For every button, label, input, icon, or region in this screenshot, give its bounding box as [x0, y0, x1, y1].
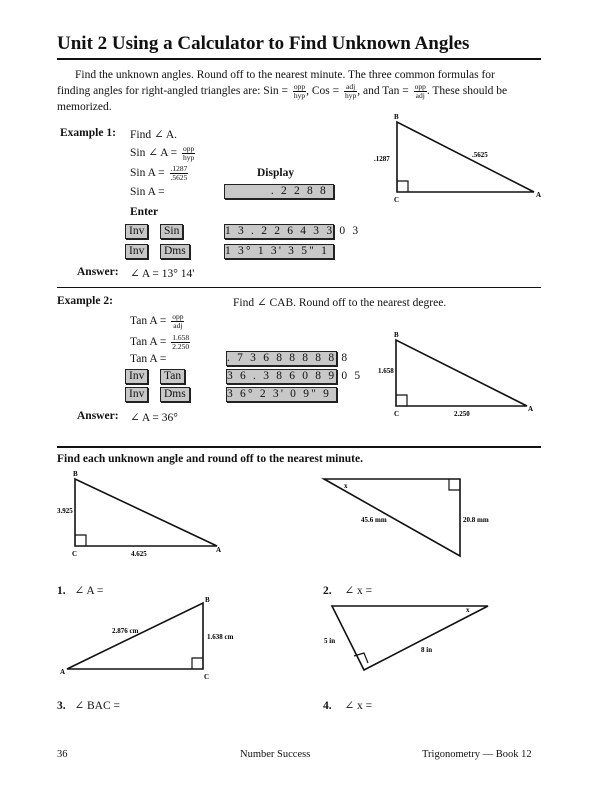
side-ca-label: 4.625 [131, 550, 147, 558]
section-divider [57, 287, 541, 288]
vertex-c: C [72, 550, 78, 558]
cos-num: adj [344, 83, 357, 92]
q1-text: ∠ A = [74, 585, 104, 597]
display-header: Display [257, 167, 295, 179]
inv-key[interactable]: Inv [125, 244, 148, 259]
ex2-l2-den: 2.250 [172, 342, 190, 351]
intro-paragraph [57, 68, 543, 115]
q2-number: 2. [323, 585, 332, 597]
ex1-l2-num: .1287 [170, 164, 188, 173]
q4-triangle [318, 598, 498, 678]
example1-triangle [360, 110, 550, 210]
exercises-heading: Find each unknown angle and round off to the nearest minute. [57, 453, 363, 465]
ex1-display-2: 1 3 . 2 2 6 4 3 3 0 3 [225, 225, 361, 237]
intro-line-2 [57, 83, 543, 100]
intro-text-d: . These should be [426, 85, 508, 98]
triangle-shape [75, 479, 217, 546]
ex1-display-1: . 2 2 8 8 [224, 184, 334, 199]
example1-line3: Sin A = [130, 186, 165, 198]
side-right-label: 20.8 mm [463, 516, 489, 524]
q2-triangle [318, 472, 508, 572]
triangle-shape [324, 479, 460, 556]
ex1-l2-text: Sin A = [130, 167, 165, 180]
q1-number: 1. [57, 585, 66, 597]
ex2-display-2: 3 6 . 3 8 6 0 8 9 0 5 [227, 370, 363, 382]
ex1-l1-frac [182, 145, 195, 162]
right-angle-mark [192, 658, 203, 669]
dms-key[interactable]: Dms [160, 244, 190, 259]
right-angle-mark [449, 479, 460, 490]
triangle-shape [67, 603, 203, 669]
ex2-display-3: 3 6° 2 3' 0 9" 9 [226, 387, 337, 402]
q2-text: ∠ x = [344, 585, 373, 597]
ex2-l2-num: 1.658 [172, 333, 190, 342]
example2-triangle [370, 328, 550, 420]
vertex-a: A [536, 191, 542, 199]
tan-key[interactable]: Tan [160, 369, 185, 384]
vertex-a: A [216, 546, 222, 554]
inv-key[interactable]: Inv [125, 369, 148, 384]
exercises-rule [57, 446, 541, 448]
tan-den: adj [415, 91, 425, 100]
side-ab-label: 2.876 cm [112, 627, 139, 635]
vertex-b: B [394, 331, 399, 339]
example2-line3: Tan A = [130, 353, 167, 365]
side-bc-label: 1.658 [378, 367, 394, 375]
title-rule [57, 58, 541, 60]
q1-triangle [55, 468, 235, 562]
example1-label: Example 1: [60, 127, 116, 139]
cos-formula [344, 83, 357, 100]
side-hyp-label: 45.6 mm [361, 516, 387, 524]
sin-den: hyp [293, 91, 306, 100]
intro-text-b: , Cos = [306, 85, 340, 98]
page-title: Unit 2 Using a Calculator to Find Unknown Angles [57, 33, 470, 54]
ex1-l2-frac [170, 165, 189, 182]
right-angle-mark [396, 395, 407, 406]
sin-key[interactable]: Sin [160, 224, 183, 239]
enter-label: Enter [130, 206, 159, 218]
side-ca-label: 2.250 [454, 410, 470, 418]
vertex-b: B [205, 596, 210, 604]
dms-key[interactable]: Dms [160, 387, 190, 402]
example1-find: Find ∠ A. [130, 129, 178, 141]
footer-series: Number Success [240, 749, 311, 760]
example1-answer: ∠ A = 13° 14' [130, 268, 195, 280]
intro-text-c: , and Tan = [357, 85, 409, 98]
q4-text: ∠ x = [344, 700, 373, 712]
ex2-l2-text: Tan A = [130, 336, 167, 349]
example2-line2 [130, 334, 190, 351]
footer-page-number: 36 [57, 749, 68, 760]
tan-num: opp [414, 82, 426, 91]
side-bc-label: 1.638 cm [207, 633, 234, 641]
angle-x-label: x [466, 606, 470, 614]
vertex-a: A [60, 668, 66, 676]
ex2-display-1: . 7 3 6 8 8 8 8 8 8 [227, 352, 350, 364]
triangle-shape [332, 606, 488, 670]
q4-number: 4. [323, 700, 332, 712]
vertex-c: C [204, 673, 210, 681]
example1-line1 [130, 145, 195, 162]
example2-find: Find ∠ CAB. Round off to the nearest degree. [233, 297, 447, 309]
example1-line2 [130, 165, 188, 182]
vertex-b: B [394, 113, 399, 121]
q3-number: 3. [57, 700, 66, 712]
ex2-l1-num: opp [172, 312, 184, 321]
vertex-b: B [73, 470, 78, 478]
vertex-c: C [394, 410, 400, 418]
q4-prompt [323, 698, 372, 712]
angle-x-label: x [344, 482, 348, 490]
ex1-display-3: 1 3° 1 3' 3 5" 1 [224, 244, 334, 259]
intro-text-a: finding angles for right-angled triangles are: Sin = [57, 85, 288, 98]
side-bc-label: 3.925 [57, 507, 73, 515]
ex2-l1-text: Tan A = [130, 315, 167, 328]
right-angle-mark [397, 181, 408, 192]
ex1-l2-den: .5625 [170, 173, 188, 182]
example2-answer-label: Answer: [77, 410, 119, 422]
side-bottom-label: 8 in [421, 646, 433, 654]
ex2-l1-den: adj [173, 321, 183, 330]
right-angle-mark [75, 535, 86, 546]
example2-label: Example 2: [57, 295, 113, 307]
ex1-l1-num: opp [183, 144, 195, 153]
sin-num: opp [293, 82, 306, 91]
footer-book: Trigonometry — Book 12 [422, 749, 532, 760]
example2-line1 [130, 313, 184, 330]
inv-key[interactable]: Inv [125, 387, 148, 402]
inv-key[interactable]: Inv [125, 224, 148, 239]
q3-text: ∠ BAC = [74, 700, 121, 712]
triangle-shape [397, 122, 534, 192]
example1-answer-label: Answer: [77, 266, 119, 278]
example2-answer: ∠ A = 36° [130, 412, 178, 424]
side-ab-label: .5625 [472, 151, 488, 159]
q3-triangle [57, 592, 234, 684]
intro-line-3: memorized. [57, 101, 112, 113]
q3-prompt [57, 698, 120, 712]
intro-line-1: Find the unknown angles. Round off to the nearest minute. The three common formulas for [75, 69, 495, 81]
sin-formula [293, 83, 306, 100]
cos-den: hyp [345, 91, 357, 100]
vertex-a: A [528, 405, 534, 413]
ex2-l1-frac [171, 313, 184, 330]
q2-prompt [323, 583, 372, 597]
vertex-c: C [394, 196, 400, 204]
ex1-l1-den: hyp [183, 153, 195, 162]
side-left-label: 5 in [324, 637, 336, 645]
triangle-shape [396, 340, 527, 406]
ex2-l2-frac [171, 334, 190, 351]
ex1-l1-text: Sin ∠ A = [130, 147, 178, 160]
tan-formula [414, 83, 427, 100]
side-bc-label: .1287 [374, 155, 390, 163]
